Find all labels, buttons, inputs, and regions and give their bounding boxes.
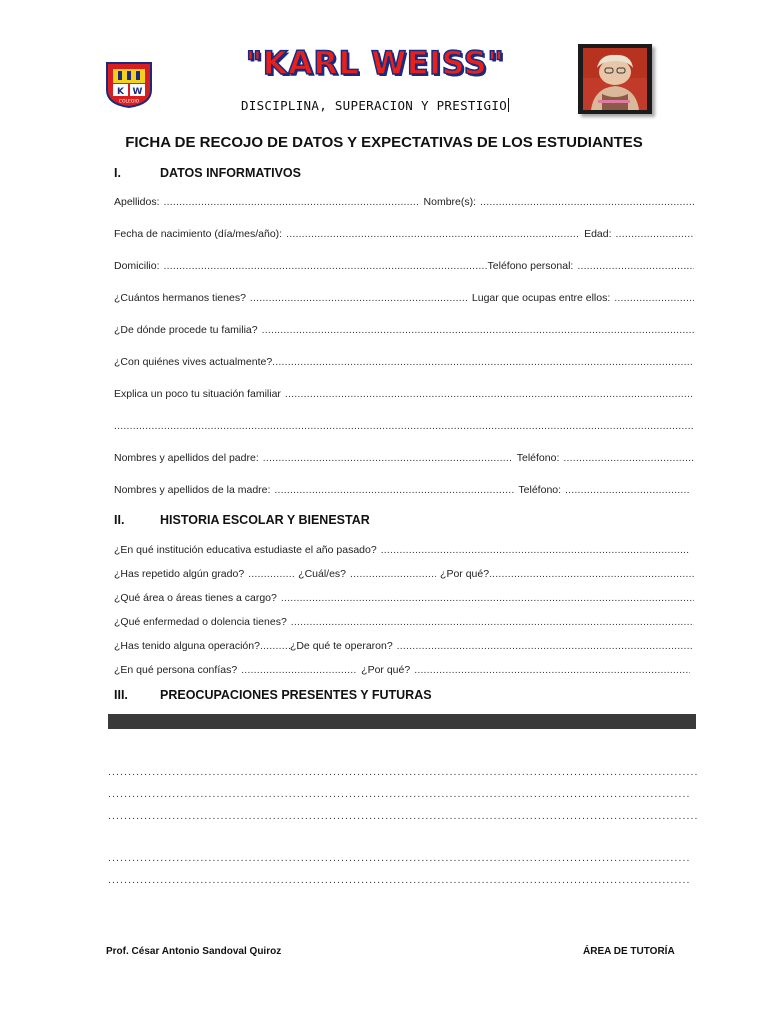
field-telefono-padre[interactable]: [563, 452, 694, 464]
form-row-situacion-familiar: [114, 384, 694, 400]
text-cursor: [508, 98, 509, 112]
footer-author: Prof. César Antonio Sandoval Quiroz: [106, 946, 282, 957]
label-procede-familia: ¿De dónde procede tu familia?: [114, 324, 258, 336]
label-hermanos: ¿Cuántos hermanos tienes?: [114, 292, 246, 304]
label-institucion: ¿En qué institución educativa estudiaste el año pasado?: [114, 544, 377, 556]
field-repetido[interactable]: [248, 568, 294, 580]
field-situacion-familiar[interactable]: [285, 388, 694, 400]
label-domicilio: Domicilio:: [114, 260, 160, 272]
field-procede-familia[interactable]: [262, 324, 694, 336]
school-motto-text: DISCIPLINA, SUPERACION Y PRESTIGIO: [240, 98, 508, 113]
field-de-que-operaron[interactable]: [397, 640, 692, 652]
field-hermanos[interactable]: [250, 292, 468, 304]
logo-letter-k: K: [117, 87, 124, 97]
answer-line-1[interactable]: [108, 766, 698, 780]
field-persona-confias[interactable]: [241, 664, 357, 676]
label-por-que-2: ¿Por qué?: [361, 664, 411, 676]
label-telefono-personal: Teléfono personal:: [487, 260, 574, 272]
field-edad[interactable]: [616, 228, 694, 240]
label-persona-confias: ¿En qué persona confías?: [114, 664, 238, 676]
label-vives-con: ¿Con quiénes vives actualmente?: [114, 356, 273, 368]
label-telefono-padre: Teléfono:: [516, 452, 560, 464]
field-institucion[interactable]: [381, 544, 690, 556]
label-nombres: Nombre(s):: [423, 196, 477, 208]
form-row-repetido: [114, 564, 694, 580]
section-1-title: DATOS INFORMATIVOS: [160, 166, 301, 180]
footer-area: ÁREA DE TUTORÍA: [583, 946, 675, 957]
label-areas-cargo: ¿Qué área o áreas tienes a cargo?: [114, 592, 277, 604]
answer-line-3[interactable]: [108, 810, 698, 824]
field-por-que-1[interactable]: [489, 568, 694, 580]
label-edad: Edad:: [584, 228, 612, 240]
school-name: "KARL WEISS": [245, 44, 505, 82]
form-row-domicilio-telefono: [114, 256, 694, 272]
section-1-heading: [114, 166, 301, 180]
field-operacion[interactable]: [260, 640, 290, 652]
section-3-header-bar: [108, 714, 696, 729]
form-row-areas-cargo: [114, 588, 694, 604]
field-fecha-nacimiento[interactable]: [286, 228, 580, 240]
label-apellidos: Apellidos:: [114, 196, 160, 208]
answer-line-2[interactable]: [108, 788, 690, 802]
field-enfermedad[interactable]: [291, 616, 694, 628]
form-row-padre: [114, 448, 694, 464]
form-row-persona-confias: [114, 660, 690, 676]
section-1-number: I.: [114, 166, 121, 180]
field-apellidos[interactable]: [164, 196, 420, 208]
field-cuales[interactable]: [350, 568, 436, 580]
form-row-institucion: [114, 540, 690, 556]
label-enfermedad: ¿Qué enfermedad o dolencia tienes?: [114, 616, 287, 628]
field-madre[interactable]: [274, 484, 514, 496]
form-row-vives-con: [114, 352, 694, 368]
label-padre: Nombres y apellidos del padre:: [114, 452, 259, 464]
logo-caption: COLEGIO: [118, 99, 140, 105]
field-telefono-personal[interactable]: [577, 260, 694, 272]
form-row-apellidos-nombres: [114, 192, 694, 208]
field-por-que-2[interactable]: [414, 664, 690, 676]
section-2-number: II.: [114, 513, 125, 527]
label-cuales: ¿Cuál/es?: [298, 568, 347, 580]
form-row-fecha-edad: [114, 224, 694, 240]
label-situacion-familiar: Explica un poco tu situación familiar: [114, 388, 281, 400]
form-row-procede-familia: [114, 320, 694, 336]
section-2-heading: [114, 513, 370, 527]
label-repetido: ¿Has repetido algún grado?: [114, 568, 245, 580]
form-row-situacion-familiar-cont: [114, 416, 694, 432]
form-row-enfermedad: [114, 612, 694, 628]
label-de-que-operaron: ¿De qué te operaron?: [289, 640, 393, 652]
field-vives-con[interactable]: [272, 356, 694, 368]
section-3-number: III.: [114, 688, 128, 702]
form-row-operacion: [114, 636, 692, 652]
form-row-hermanos: [114, 288, 694, 304]
logo-letter-w: W: [132, 87, 143, 97]
document-title: FICHA DE RECOJO DE DATOS Y EXPECTATIVAS DE LOS ESTUDIANTES: [125, 134, 643, 151]
label-por-que-1: ¿Por qué?: [440, 568, 490, 580]
school-crest-logo: [104, 60, 154, 108]
label-telefono-madre: Teléfono:: [518, 484, 562, 496]
label-madre: Nombres y apellidos de la madre:: [114, 484, 271, 496]
label-operacion: ¿Has tenido alguna operación?: [114, 640, 260, 652]
field-situacion-familiar-continued[interactable]: [114, 420, 694, 432]
label-fecha-nacimiento: Fecha de nacimiento (día/mes/año):: [114, 228, 283, 240]
school-motto: [200, 98, 550, 113]
section-2-title: HISTORIA ESCOLAR Y BIENESTAR: [160, 513, 370, 527]
section-3-heading: [114, 688, 432, 702]
field-domicilio[interactable]: [164, 260, 488, 272]
answer-line-5[interactable]: [108, 874, 690, 888]
section-3-title: PREOCUPACIONES PRESENTES Y FUTURAS: [160, 688, 432, 702]
founder-portrait: [578, 44, 652, 114]
field-padre[interactable]: [263, 452, 513, 464]
field-areas-cargo[interactable]: [281, 592, 694, 604]
label-lugar-hermanos: Lugar que ocupas entre ellos:: [471, 292, 611, 304]
field-telefono-madre[interactable]: [565, 484, 690, 496]
form-row-madre: [114, 480, 690, 496]
field-lugar-hermanos[interactable]: [614, 292, 694, 304]
answer-line-4[interactable]: [108, 852, 690, 866]
field-nombres[interactable]: [480, 196, 694, 208]
